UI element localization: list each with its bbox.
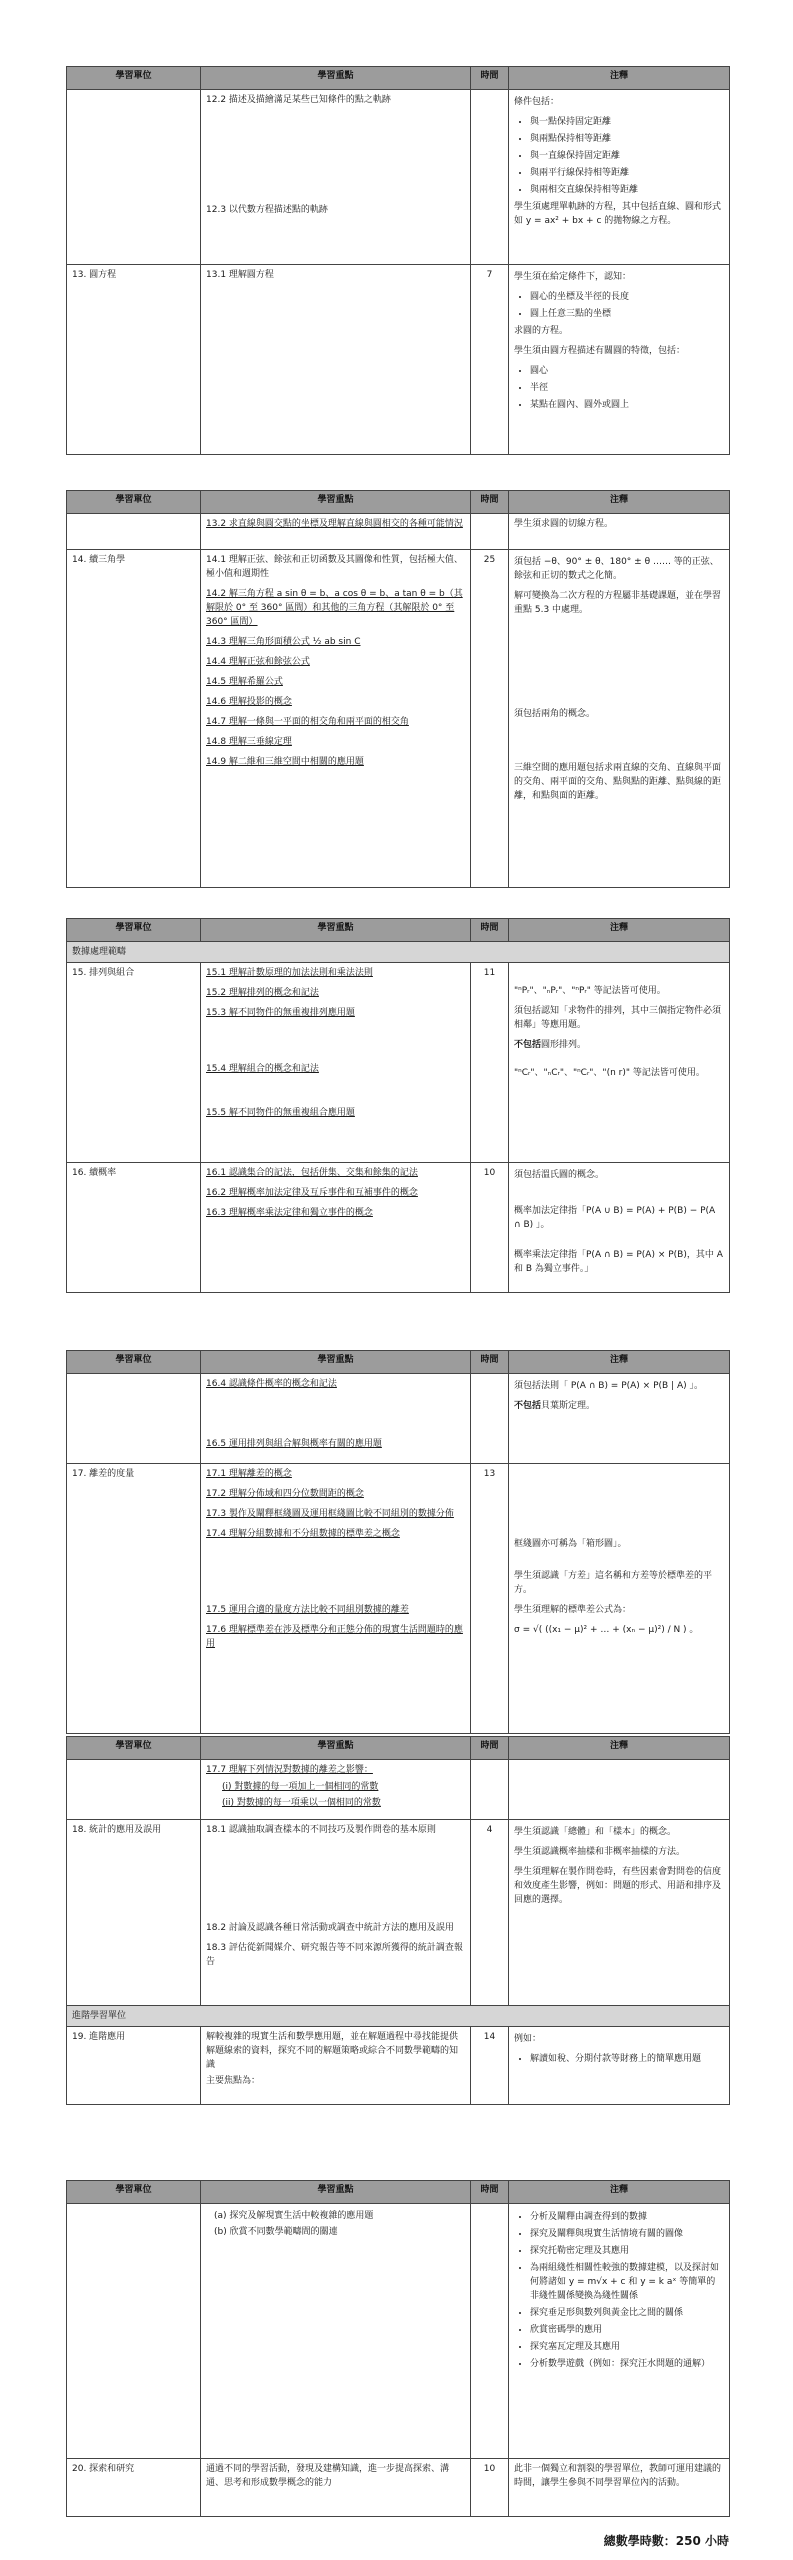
unit-cell	[67, 1374, 201, 1464]
note-text: 三維空間的應用題包括求兩直線的交角、直線與平面的交角、兩平面的交角、點與點的距離、點與線的距離，和點與面的距離。	[514, 763, 722, 801]
unit-cell: 16. 續概率	[67, 1163, 201, 1293]
note-text: 此非一個獨立和割裂的學習單位，教師可運用建議的時間，讓學生參與不同學習單位內的活動。	[514, 2464, 722, 2488]
syllabus-table-5	[66, 1736, 730, 2105]
note-text: 圓形排列。	[541, 1040, 587, 1050]
header-focus: 學習重點	[201, 1737, 471, 1760]
unit-cell: 20. 探索和研究	[67, 2459, 201, 2517]
header-focus: 學習重點	[201, 919, 471, 942]
note-text: 須包括 −θ、90° ± θ、180° ± θ …… 等的正弦、餘弦和正切的數式之化簡。	[514, 557, 719, 581]
note-text: 例如：	[514, 2034, 542, 2044]
notes-cell	[509, 1760, 730, 1820]
note-text: 學生須認識「總體」和「樣本」的概念。	[514, 1827, 677, 1837]
notes-cell	[509, 265, 730, 455]
list-item: • 某點在圓內、圓外或圓上	[530, 398, 724, 412]
header-time: 時間	[471, 919, 509, 942]
focus-point: 17.4 理解分組數據和不分組數據的標準差之概念	[206, 1529, 400, 1539]
focus-point: 15.1 理解計數原理的加法法則和乘法法則	[206, 968, 373, 978]
note-text	[514, 1038, 724, 1052]
header-time: 時間	[471, 67, 509, 90]
notes-cell	[509, 1464, 730, 1734]
unit-cell	[67, 90, 201, 265]
notes-cell	[509, 2027, 730, 2105]
header-notes: 注釋	[509, 919, 730, 942]
table-header-row	[67, 67, 730, 90]
table-row	[67, 2459, 730, 2517]
focus-cell	[201, 963, 471, 1163]
notes-cell	[509, 514, 730, 550]
header-time: 時間	[471, 491, 509, 514]
note-text: 貝葉斯定理。	[541, 1401, 596, 1411]
table-header-row	[67, 1351, 730, 1374]
header-notes: 注釋	[509, 1737, 730, 1760]
note-list	[514, 115, 724, 197]
band-label: 進階學習單位	[67, 2006, 730, 2027]
focus-point: 13.2 求直線與圓交點的坐標及理解直線與圓相交的各種可能情況	[206, 519, 463, 529]
note-text: 須包括兩角的概念。	[514, 709, 596, 719]
focus-point: 17.7 理解下列情況對數據的離差之影響：	[206, 1765, 373, 1775]
focus-point: 14.9 解二維和三維空間中相關的應用題	[206, 757, 364, 767]
header-notes: 注釋	[509, 67, 730, 90]
syllabus-table-4	[66, 1350, 730, 1734]
syllabus-table-1	[66, 66, 730, 455]
list-item: • 與一直線保持固定距離	[530, 149, 724, 163]
focus-cell	[201, 1163, 471, 1293]
table-row	[67, 514, 730, 550]
table-row	[67, 265, 730, 455]
focus-subpoint: (i) 對數據的每一項加上一個相同的常數	[222, 1782, 379, 1792]
note-text: 學生須理解在製作問卷時，有些因素會對問卷的信度和效度產生影響，例如：問題的形式、用語和排序及回應的選擇。	[514, 1867, 722, 1905]
note-text: 學生須求圓的切線方程。	[514, 519, 614, 529]
unit-cell	[67, 514, 201, 550]
syllabus-table-6	[66, 2180, 730, 2517]
focus-cell	[201, 550, 471, 888]
note-text: 解可變換為二次方程的方程屬非基礎課題，並在學習重點 5.3 中處理。	[514, 591, 722, 615]
list-item: • 圓上任意三點的坐標	[530, 307, 724, 321]
focus-point: 16.4 認識條件概率的概念和記法	[206, 1379, 337, 1389]
focus-cell	[201, 2027, 471, 2105]
header-time: 時間	[471, 1737, 509, 1760]
table-row	[67, 1760, 730, 1820]
header-unit: 學習單位	[67, 2181, 201, 2204]
focus-point: 18.1 認識抽取調查樣本的不同技巧及製作問卷的基本原則	[206, 1825, 436, 1835]
note-text: 學生須處理單軌跡的方程，其中包括直線、圓和形式如 y = ax² + bx + c 的拋物線之方程。	[514, 202, 722, 226]
notes-cell	[509, 963, 730, 1163]
focus-point: 18.3 評估從新聞媒介、研究報告等不同來源所獲得的統計調查報告	[206, 1943, 463, 1967]
unit-cell	[67, 1760, 201, 1820]
unit-cell	[67, 2204, 201, 2459]
note-list	[514, 364, 724, 412]
focus-point: 12.2 描述及描繪滿足某些已知條件的點之軌跡	[206, 95, 391, 105]
note-list	[514, 2210, 724, 2371]
list-item: • 半徑	[530, 381, 724, 395]
unit-cell: 19. 進階應用	[67, 2027, 201, 2105]
note-text: 須包括溫氏圖的概念。	[514, 1170, 605, 1180]
header-unit: 學習單位	[67, 1351, 201, 1374]
table-header-row	[67, 1737, 730, 1760]
notes-cell	[509, 1820, 730, 2006]
focus-point: 14.5 理解希羅公式	[206, 677, 283, 687]
focus-point: 12.3 以代數方程描述點的軌跡	[206, 205, 328, 215]
focus-subpoint: (a) 探究及解現實生活中較複雜的應用題	[214, 2211, 374, 2221]
focus-point: 17.3 製作及闡釋框綫圖及運用框綫圖比較不同組別的數據分佈	[206, 1509, 454, 1519]
notes-cell	[509, 90, 730, 265]
focus-point: 14.8 理解三垂線定理	[206, 737, 292, 747]
focus-point: 通過不同的學習活動，發現及建構知識，進一步提高探索、溝通、思考和形成數學概念的能力	[206, 2464, 450, 2488]
focus-cell	[201, 265, 471, 455]
note-emphasis: 不包括	[514, 1401, 542, 1411]
header-time: 時間	[471, 2181, 509, 2204]
time-cell: 14	[471, 2027, 509, 2105]
time-cell	[471, 514, 509, 550]
note-text: 求圓的方程。	[514, 326, 569, 336]
time-cell	[471, 1374, 509, 1464]
focus-cell	[201, 1464, 471, 1734]
list-item: • 圓心	[530, 364, 724, 378]
header-focus: 學習重點	[201, 491, 471, 514]
focus-point: 16.5 運用排列與組合解與概率有關的應用題	[206, 1439, 382, 1449]
focus-cell	[201, 2459, 471, 2517]
band-label: 數據處理範疇	[67, 942, 730, 963]
unit-cell: 15. 排列與組合	[67, 963, 201, 1163]
focus-point: 14.7 理解一條與一平面的相交角和兩平面的相交角	[206, 717, 409, 727]
focus-cell	[201, 1760, 471, 1820]
focus-point: 13.1 理解圓方程	[206, 270, 274, 280]
focus-cell	[201, 90, 471, 265]
focus-point: 15.2 理解排列的概念和記法	[206, 988, 319, 998]
focus-cell	[201, 2204, 471, 2459]
focus-point: 18.2 討論及認識各種日常活動或調查中統計方法的應用及誤用	[206, 1923, 454, 1933]
note-text: 學生須理解的標準差公式為：	[514, 1605, 632, 1615]
notes-cell	[509, 1163, 730, 1293]
note-text: "ⁿPᵣ"、"ₙPᵣ"、"ⁿPᵣ" 等記法皆可使用。	[514, 986, 666, 996]
table-row	[67, 1163, 730, 1293]
focus-point: 14.3 理解三角形面積公式 ½ ab sin C	[206, 637, 361, 647]
unit-cell: 17. 離差的度量	[67, 1464, 201, 1734]
notes-cell	[509, 2459, 730, 2517]
list-item: • 與兩相交直線保持相等距離	[530, 183, 724, 197]
table-header-row	[67, 491, 730, 514]
header-focus: 學習重點	[201, 67, 471, 90]
header-focus: 學習重點	[201, 1351, 471, 1374]
list-item: • 探究垂足形與數列與黃金比之間的關係	[530, 2306, 724, 2320]
unit-cell: 18. 統計的應用及誤用	[67, 1820, 201, 2006]
note-text: 框綫圖亦可稱為「箱形圖」。	[514, 1539, 627, 1549]
note-text: 學生須認識「方差」這名稱和方差等於標準差的平方。	[514, 1571, 713, 1595]
time-cell: 10	[471, 2459, 509, 2517]
table-row	[67, 550, 730, 888]
table-header-row	[67, 919, 730, 942]
note-text: "ⁿCᵣ"、"ₙCᵣ"、"ⁿCᵣ"、"(n r)" 等記法皆可使用。	[514, 1068, 705, 1078]
header-unit: 學習單位	[67, 67, 201, 90]
list-item: • 與兩平行線保持相等距離	[530, 166, 724, 180]
table-row	[67, 1374, 730, 1464]
header-time: 時間	[471, 1351, 509, 1374]
focus-point: 17.5 運用合適的量度方法比較不同組別數據的離差	[206, 1605, 409, 1615]
list-item: • 為兩組綫性相關性較強的數據建模，以及探討如何將諸如 y = m√x + c 和 y = k aˣ 等簡單的非綫性關係變換為綫性關係	[530, 2261, 724, 2303]
list-item: • 圓心的坐標及半徑的長度	[530, 290, 724, 304]
header-unit: 學習單位	[67, 491, 201, 514]
focus-point: 解較複雜的現實生活和數學應用題，並在解題過程中尋找能提供解題線索的資料，探究不同的解題策略或綜合不同數學範疇的知識	[206, 2032, 459, 2070]
header-unit: 學習單位	[67, 919, 201, 942]
focus-point: 主要焦點為：	[206, 2076, 261, 2086]
time-cell	[471, 2204, 509, 2459]
focus-cell	[201, 514, 471, 550]
syllabus-table-3	[66, 918, 730, 1293]
list-item: • 與兩點保持相等距離	[530, 132, 724, 146]
note-text: 須包括法則「 P(A ∩ B) = P(A) × P(B | A) 」。	[514, 1381, 703, 1391]
list-item: • 探究塞瓦定理及其應用	[530, 2340, 724, 2354]
note-text: 概率乘法定律指「P(A ∩ B) = P(A) × P(B)，其中 A 和 B 為獨立事件。」	[514, 1250, 723, 1274]
syllabus-table-2	[66, 490, 730, 888]
total-hours: 總數學時數：250 小時	[603, 2534, 729, 2548]
section-band	[67, 942, 730, 963]
focus-point: 16.3 理解概率乘法定律和獨立事件的概念	[206, 1208, 373, 1218]
table-row	[67, 90, 730, 265]
header-notes: 注釋	[509, 1351, 730, 1374]
list-item: • 欣賞密碼學的應用	[530, 2323, 724, 2337]
unit-cell: 14. 續三角學	[67, 550, 201, 888]
focus-point: 14.1 理解正弦、餘弦和正切函數及其圖像和性質，包括極大值、極小值和週期性	[206, 555, 463, 579]
list-item: • 探究及闡釋與現實生活情境有關的圖像	[530, 2227, 724, 2241]
note-list	[514, 2052, 724, 2066]
note-text: 概率加法定律指「P(A ∪ B) = P(A) + P(B) − P(A ∩ B) 」。	[514, 1206, 716, 1230]
focus-point: 15.3 解不同物件的無重複排列應用題	[206, 1008, 355, 1018]
list-item: • 分析數學遊戲（例如：探究汪水問題的通解）	[530, 2357, 724, 2371]
focus-subpoint: (ii) 對數據的每一項乘以一個相同的常數	[222, 1798, 381, 1808]
notes-cell	[509, 550, 730, 888]
note-text: 須包括認知「求物件的排列，其中三個指定物件必須相鄰」等應用題。	[514, 1006, 722, 1030]
time-cell	[471, 1760, 509, 1820]
list-item: • 與一點保持固定距離	[530, 115, 724, 129]
table-row	[67, 2204, 730, 2459]
focus-point: 15.5 解不同物件的無重複組合應用題	[206, 1108, 355, 1118]
list-item: • 分析及闡釋由調查得到的數據	[530, 2210, 724, 2224]
std-dev-formula: σ = √( ((x₁ − μ)² + … + (xₙ − μ)²) / N ) 。	[514, 1625, 699, 1635]
note-text: 學生須認識概率抽樣和非概率抽樣的方法。	[514, 1847, 686, 1857]
list-item: • 解讀如稅、分期付款等財務上的簡單應用題	[530, 2052, 724, 2066]
note-text	[514, 1399, 724, 1413]
notes-cell	[509, 2204, 730, 2459]
focus-point: 17.1 理解離差的概念	[206, 1469, 292, 1479]
focus-point: 17.2 理解分佈域和四分位數間距的概念	[206, 1489, 364, 1499]
focus-cell	[201, 1374, 471, 1464]
focus-point: 16.1 認識集合的記法，包括併集、交集和餘集的記法	[206, 1168, 418, 1178]
time-cell: 4	[471, 1820, 509, 2006]
unit-cell: 13. 圓方程	[67, 265, 201, 455]
focus-subpoint: (b) 欣賞不同數學範疇間的關連	[214, 2227, 338, 2237]
note-text: 學生須由圓方程描述有關圓的特徵，包括：	[514, 346, 686, 356]
table-header-row	[67, 2181, 730, 2204]
note-emphasis: 不包括	[514, 1040, 542, 1050]
focus-point: 16.2 理解概率加法定律及互斥事件和互補事件的概念	[206, 1188, 418, 1198]
focus-cell	[201, 1820, 471, 2006]
section-band	[67, 2006, 730, 2027]
time-cell: 11	[471, 963, 509, 1163]
time-cell: 13	[471, 1464, 509, 1734]
time-cell: 25	[471, 550, 509, 888]
list-item: • 探究托勒密定理及其應用	[530, 2244, 724, 2258]
header-notes: 注釋	[509, 491, 730, 514]
header-notes: 注釋	[509, 2181, 730, 2204]
time-cell: 7	[471, 265, 509, 455]
focus-point: 14.4 理解正弦和餘弦公式	[206, 657, 310, 667]
table-row	[67, 2027, 730, 2105]
time-cell: 10	[471, 1163, 509, 1293]
table-row	[67, 1820, 730, 2006]
focus-point: 17.6 理解標準差在涉及標準分和正態分佈的現實生活問題時的應用	[206, 1625, 463, 1649]
note-text: 學生須在給定條件下，認知：	[514, 272, 632, 282]
focus-point: 14.2 解三角方程 a sin θ = b、a cos θ = b、a tan θ = b（其解限於 0° 至 360° 區間）和其他的三角方程（其解限於 0° 至 360° 區間）	[206, 589, 463, 627]
focus-point: 14.6 理解投影的概念	[206, 697, 292, 707]
table-row	[67, 1464, 730, 1734]
table-row	[67, 963, 730, 1163]
header-unit: 學習單位	[67, 1737, 201, 1760]
note-list	[514, 290, 724, 321]
header-focus: 學習重點	[201, 2181, 471, 2204]
note-text: 條件包括：	[514, 97, 560, 107]
focus-point: 15.4 理解組合的概念和記法	[206, 1064, 319, 1074]
time-cell	[471, 90, 509, 265]
notes-cell	[509, 1374, 730, 1464]
